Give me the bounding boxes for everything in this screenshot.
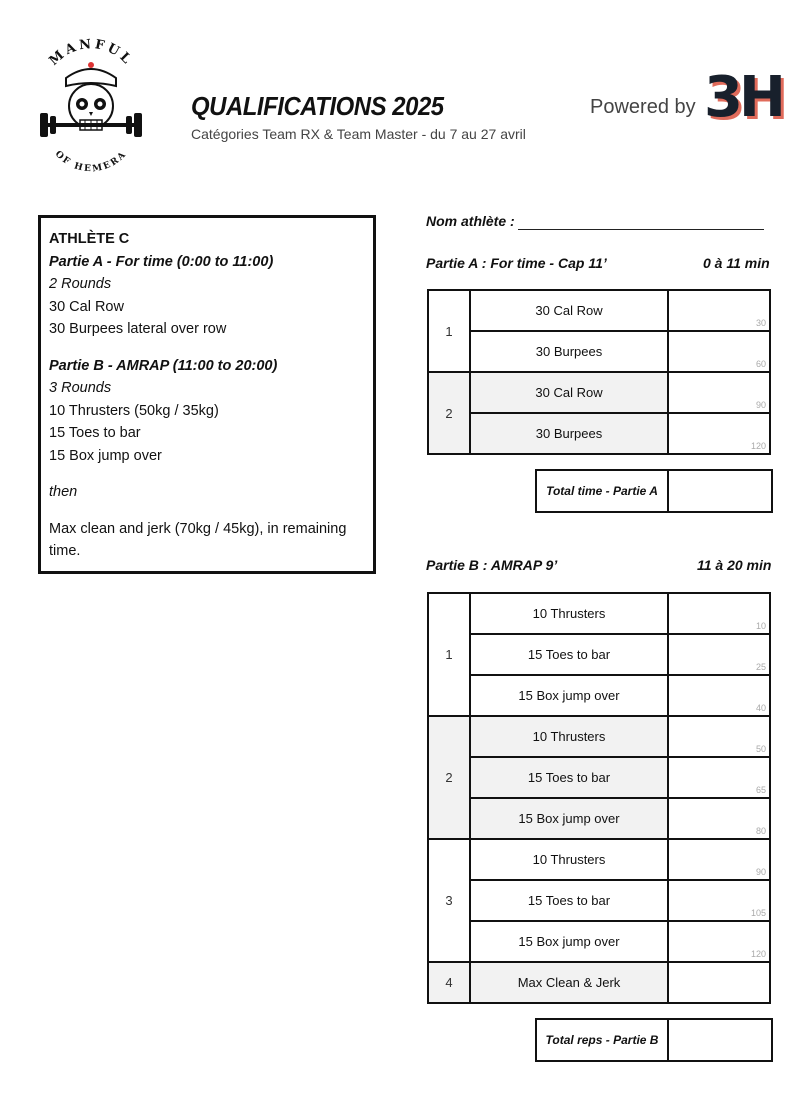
svg-text:OF HEMERA (53, 149, 129, 174)
cumulative-reps: 90 (755, 400, 766, 410)
partB-title: Partie B - AMRAP (11:00 to 20:00) (49, 357, 278, 374)
score-row (428, 413, 770, 454)
score-row (428, 675, 770, 716)
partA-label: Partie A : For time - Cap 11’ (426, 255, 607, 271)
logo-top-text: MANFUL (46, 38, 136, 69)
movement-name: 30 Cal Row (470, 372, 668, 413)
partA-score-table (427, 289, 771, 455)
round-number: 3 (428, 839, 470, 962)
athlete-heading: ATHLÈTE C (49, 231, 130, 247)
page-subtitle: Catégories Team RX & Team Master - du 7 au 27 avril (191, 126, 526, 142)
powered-by-text: Powered by (590, 96, 696, 118)
score-row (428, 798, 770, 839)
round-number: 1 (428, 290, 470, 372)
partB-score-table (427, 592, 771, 1004)
movement-name: 30 Burpees (470, 331, 668, 372)
cumulative-reps: 65 (755, 785, 766, 795)
partB-rounds: 3 Rounds (49, 380, 112, 396)
movement-name: 15 Box jump over (470, 675, 668, 716)
movement-name: 15 Toes to bar (470, 757, 668, 798)
movement-name: 10 Thrusters (470, 716, 668, 757)
score-row (428, 921, 770, 962)
score-row (428, 716, 770, 757)
score-cell[interactable] (668, 413, 770, 454)
score-row (428, 331, 770, 372)
score-row (428, 634, 770, 675)
partA-total-label: Total time - Partie A (536, 470, 668, 512)
score-row (428, 593, 770, 634)
partA-total-table (535, 469, 773, 513)
cumulative-reps: 60 (755, 359, 766, 369)
partB-move: 15 Toes to bar (49, 425, 141, 441)
partA-move: 30 Burpees lateral over row (49, 321, 227, 337)
score-cell[interactable] (668, 290, 770, 331)
partA-move: 30 Cal Row (49, 298, 124, 315)
partA-rounds: 2 Rounds (49, 276, 112, 292)
logo-bottom-text: OF HEMERA (52, 149, 130, 175)
cumulative-reps: 90 (755, 867, 766, 877)
movement-name: Max Clean & Jerk (470, 962, 668, 1003)
partB-total-label: Total reps - Partie B (536, 1019, 668, 1061)
round-number: 4 (428, 962, 470, 1003)
score-row (428, 880, 770, 921)
partB-label: Partie B : AMRAP 9’ (426, 557, 558, 573)
then-text: then (49, 484, 78, 500)
score-cell[interactable] (668, 634, 770, 675)
score-cell[interactable] (668, 757, 770, 798)
partA-title: Partie A - For time (0:00 to 11:00) (49, 253, 274, 270)
score-row (428, 757, 770, 798)
athlete-name-label: Nom athlète : (426, 213, 515, 229)
movement-name: 30 Cal Row (470, 290, 668, 331)
cumulative-reps: 120 (750, 949, 766, 959)
score-cell[interactable] (668, 593, 770, 634)
round-number: 1 (428, 593, 470, 716)
score-cell[interactable] (668, 716, 770, 757)
score-cell[interactable] (668, 675, 770, 716)
skull-barbell-logo (36, 38, 146, 180)
partB-move: 15 Box jump over (49, 447, 162, 464)
movement-name: 30 Burpees (470, 413, 668, 454)
final-move: Max clean and jerk (70kg / 45kg), in remaining time. (49, 520, 347, 559)
partB-total-table (535, 1018, 773, 1062)
athlete-name-field[interactable] (518, 229, 764, 230)
movement-name: 10 Thrusters (470, 839, 668, 880)
partB-total-box[interactable] (668, 1019, 772, 1061)
cumulative-reps: 10 (755, 621, 766, 631)
round-number: 2 (428, 716, 470, 839)
score-row (428, 962, 770, 1003)
score-cell[interactable] (668, 880, 770, 921)
partA-total-box[interactable] (668, 470, 772, 512)
score-row (428, 372, 770, 413)
brand-logo: 3H (704, 65, 782, 130)
cumulative-reps: 25 (755, 662, 766, 672)
cumulative-reps: 50 (755, 744, 766, 754)
score-row (428, 290, 770, 331)
score-row (428, 839, 770, 880)
score-cell[interactable] (668, 921, 770, 962)
workout-card (38, 215, 376, 574)
movement-name: 15 Box jump over (470, 798, 668, 839)
score-cell[interactable] (668, 839, 770, 880)
movement-name: 15 Toes to bar (470, 880, 668, 921)
round-number: 2 (428, 372, 470, 454)
score-cell[interactable] (668, 372, 770, 413)
partB-range: 11 à 20 min (697, 557, 772, 573)
cumulative-reps: 105 (750, 908, 766, 918)
score-cell[interactable] (668, 798, 770, 839)
cumulative-reps: 120 (750, 441, 766, 451)
cumulative-reps: 30 (755, 318, 766, 328)
cumulative-reps: 80 (755, 826, 766, 836)
page-title: QUALIFICATIONS 2025 (191, 91, 444, 121)
score-cell[interactable] (668, 331, 770, 372)
movement-name: 15 Toes to bar (470, 634, 668, 675)
partA-range: 0 à 11 min (703, 255, 770, 271)
movement-name: 10 Thrusters (470, 593, 668, 634)
partB-move: 10 Thrusters (50kg / 35kg) (49, 402, 219, 419)
movement-name: 15 Box jump over (470, 921, 668, 962)
cumulative-reps: 40 (755, 703, 766, 713)
score-cell[interactable] (668, 962, 770, 1003)
